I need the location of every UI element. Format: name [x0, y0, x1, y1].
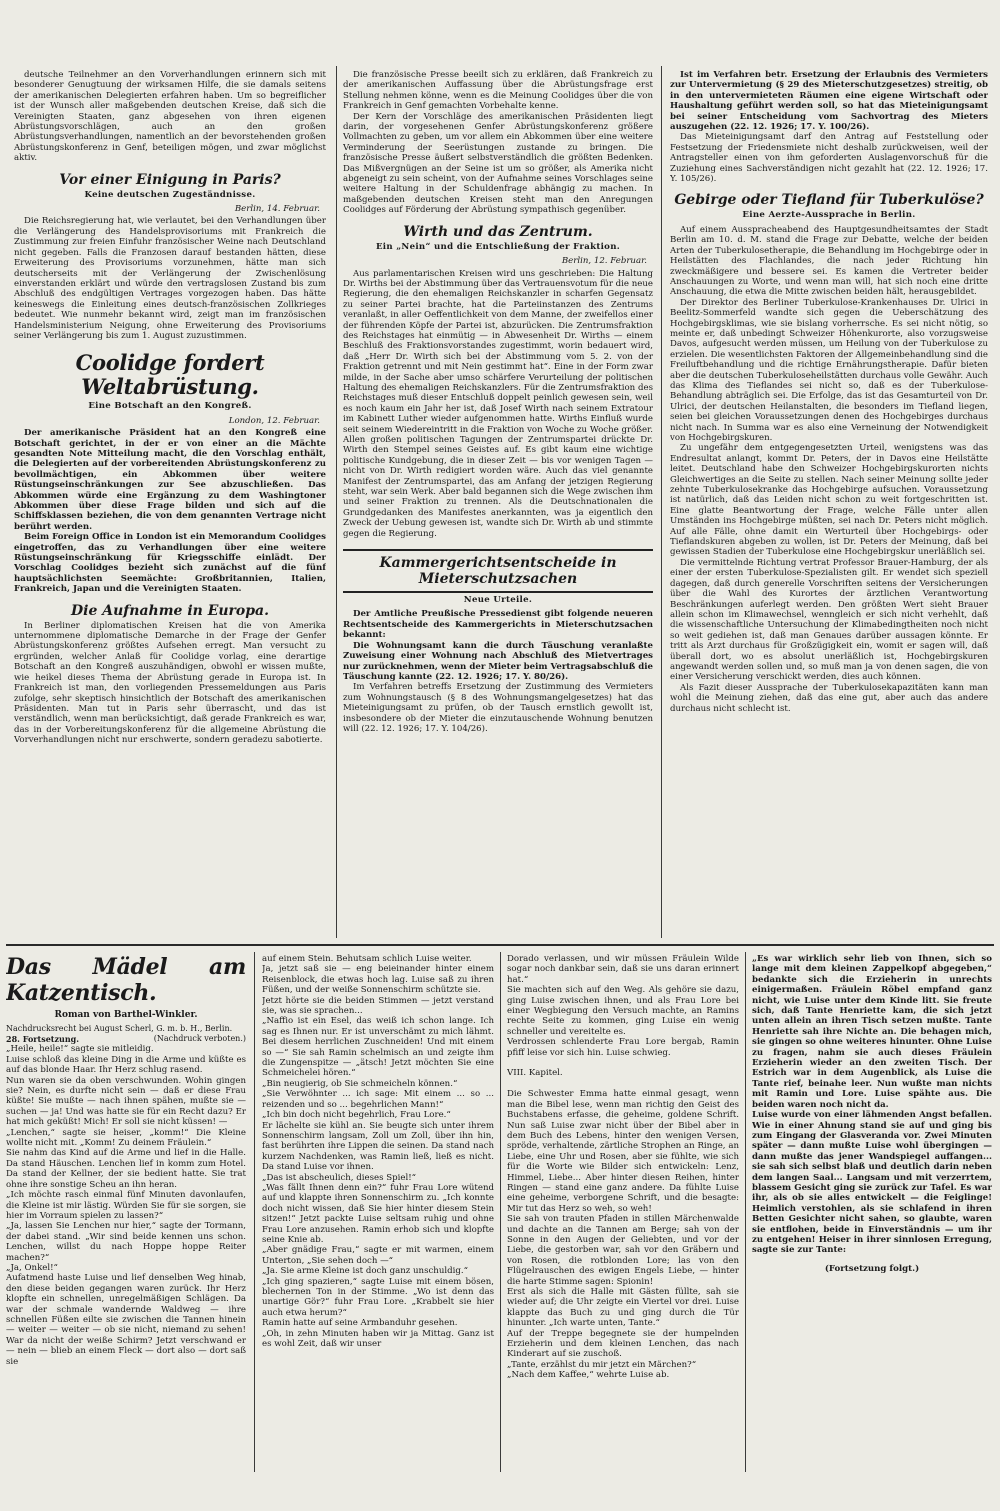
column-rule — [661, 66, 662, 938]
serial-rights: Nachdrucksrecht bei August Scherl, G. m. b. H., Berlin. — [6, 1024, 233, 1034]
article-headline: Die Aufnahme in Europa. — [71, 602, 269, 619]
article-column-right — [670, 70, 988, 938]
dateline: Berlin, 12. Februar. — [561, 256, 647, 267]
article-text: Das Mieteinigungsamt darf den Antrag auf Feststellung oder Festsetzung der Friedensmiete nicht deshalb zurückweisen, weil der Antragsteller einen von ihm geforderten Auslagenvorschuß für die Zuziehung eines Sachverständigen nicht gezahlt hat (22. 12. 1926; 17. Y. 105/26). — [670, 132, 988, 185]
continued-note: (Fortsetzung folgt.) — [824, 1263, 920, 1274]
serial-column-4 — [752, 954, 992, 1466]
article-text: Die Reichsregierung hat, wie verlautet, bei den Verhandlungen über die Verlängerung des Handelsprovisoriums mit Frankreich die Zustimmung zur freien Einfuhr französischer Weine nach Deutschland nicht gegeben. Falls die Franzosen darauf bestanden hätten, diese Erweiterung des Provisoriums vorzunehmen, hätte man sich deutscherseits mit der Verlängerung der Zwischenlösung einverstanden erklärt und würde den vertragslosen Zustand bis zum Abschluß des endgültigen Vertrages vorgezogen haben. Das hätte keineswegs die Einleitung eines deutsch-französischen Zollkrieges bedeutet. Wie nunmehr bekannt wird, zeigt man im französischen Handelsministerium Neigung, ohne Erweiterung des Provisoriums seiner Verlängerung bis zum 1. August zuzustimmen. — [14, 216, 326, 341]
article-column-left — [14, 70, 326, 938]
serial-column-3 — [507, 954, 739, 1466]
article-text: Der Direktor des Berliner Tuberkulose-Krankenhauses Dr. Ulrici in Beelitz-Sommerfeld wandte sich gegen die Ueberschätzung des Hochgebirgsklimas, wie sie bislang vorherrsche. Es sei nicht nötig, so meinte er, daß unbedingt Schweizer Höhenkurorte, also vorzugsweise Davos, aufgesucht werden müssen, um Heilung von der Tuberkulose zu erzielen. Die wesentlichsten Faktoren der Allgemeinbehandlung sind die Freiluftbehandlung und die richtige Ernährungstherapie. Dafür bieten aber die deutschen Tuberkuloseheilstätten durchaus volle Gewähr. Auch das Klima des Tieflandes sei nicht so, daß es der Tuberkulose-Behandlung abträglich sei. Die Erfolge, das ist das Gesamturteil von Dr. Ulrici, der deutschen Heilanstalten, die besonders im Tiefland liegen, seien bei gleichen Voraussetzungen denen des Hochgebirges durchaus nicht nach. In Summa war es also eine Verneinung der Notwendigkeit von Hochgebirgskuren. — [670, 297, 988, 443]
article-subheadline: Neue Urteile. — [463, 595, 533, 606]
serial-column-1 — [6, 954, 246, 1466]
dateline: London, 12. Februar. — [228, 415, 320, 426]
article-headline: Gebirge oder Tiefland für Tuberkulöse? — [674, 192, 984, 209]
article-subheadline: Eine Botschaft an den Kongreß. — [88, 401, 252, 412]
column-rule — [500, 952, 501, 1472]
article-text: Die Wohnungsamt kann die durch Täuschung veranlaßte Zuweisung einer Wohnung nach Abschluß des Mietvertrages nur zurücknehmen, wenn der Mieter beim Vertragsabschluß die Täuschung kannte (22. 12. 1926; 17. Y. 80/26). — [343, 640, 653, 682]
article-text: Die französische Presse beeilt sich zu erklären, daß Frankreich zu der amerikanischen Auffassung über die Abrüstungsfrage erst Stellung nehmen könne, wenn es die Meinung Coolidges über die von Frankreich in Genf gemachten Vorbehalte kenne. — [343, 70, 653, 112]
serial-text: „Es war wirklich sehr lieb von Ihnen, sich so lange mit dem kleinen Zappelkopf abgegeben,“ bedankte sich die Erzieherin in unrechts einigermaßen. Fräulein Röbel empfand ganz nicht, wie Luise unter dem Kinde litt. Sie freute sich, daß Tante Henriette kam, die sich jetzt unten allein an ihren Tisch setzen mußte. Tante Henriette sah ihre Nichte an. Die behagen mich, sie gingen so ohne weiteres hinunter. Ohne Luise zu fragen, nahm sie auch dieses Fräulein Erzieherin wieder an den zweiten Tisch. Der Estrich war in dem Augenblick, als Luise die Tante rief, beinahe leer. Nun wußte man nichts mit Ramin und Lore. Luise spähte aus. Die beiden waren noch nicht da. Luise wurde von einer lähmenden Angst befallen. Wie in einer Ahnung stand sie auf und ging bis zum Eingang der Glasveranda vor. Zwei Minuten später — dann mußte Luise wohl übergingen — dann mußte das jener Wandspiegel auffangen... sie sah sich selbst blaß und deutlich darin neben dem langen Saal... Langsam und mit verzerrtem, blassem Gesicht ging sie zurück zur Tafel. Es war ihr, als ob sie alles entwickelt — die Feiglinge! Heimlich verstohlen, als sie schlafend in ihren Betten Gesichter nicht sahen, so glaubte, waren sie entflohen, beide in Einverständnis — um ihr zu entgehen! Heiser in ihrer sinnlosen Erregung, sagte sie zur Tante: — [752, 954, 992, 1256]
article-text: Zu ungefähr dem entgegengesetzten Urteil, wenigstens was das Endresultat anlangt, kommt Dr. Peters, der in Davos eine Heilstätte leitet. Deutschland habe den Schweizer Hochgebirgskurorten nichts Gleichwertiges an die Seite zu stellen. Nach seiner Meinung sollte jeder zehnte Tuberkulosekranke das Hochgebirge aufsuchen. Voraussetzung ist natürlich, daß das Leiden nicht schon zu weit fortgeschritten ist. Eine glatte Beantwortung der Frage, welche Fälle unter allen Umständen ins Hochgebirge müßten, sei nach Dr. Peters nicht möglich. Auf alle Fälle, ohne damit ein Werturteil über Hochgebirgs- oder Tieflandskuren abgeben zu wollen, ist Dr. Peters der Meinung, daß bei gewissen Stadien der Tuberkulose eine Hochgebirgskur unerläßlich sei. — [670, 443, 988, 558]
serial-text: auf einem Stein. Behutsam schlich Luise weiter. Ja, jetzt saß sie — eng beieinander hinter einem Reisenblock, die etwas hoch lag. Luise saß zu ihren Füßen, und der weiße Sonnenschirm schützte sie. Jetzt hörte sie die beiden Stimmen — jetzt verstand sie, was sie sprachen... „Naffio ist ein Esel, das weiß ich schon lange. Ich sag es Ihnen nur. Er ist unverschämt zu mich lähmt. Bei diesem herrlichen Zuschneiden! Und mit einem so —“ Sie sah Ramin schelmisch an und zeigte ihm die Zungenspitze — „ätsch! Jetzt möchten Sie eine Schmeichelei hören.“ „Bin neugierig, ob Sie schmeicheln können.“ „Sie Verwöhnter ... ich sage: Mit einem ... so ... reizenden und so ... begehrlichen Mann!“ „Ich bin doch nicht begehrlich, Frau Lore.“ Er lächelte sie kühl an. Sie beugte sich unter ihrem Sonnenschirm langsam, Zoll um Zoll, über ihn hin, fast berührten ihre Lippen die seinen. Da stand nach kurzem Nachdenken, was Ramin ließ, ließ es nicht. Da stand Luise vor ihnen. „Das ist abscheulich, dieses Spiel!“ „Was fällt Ihnen denn ein?“ fuhr Frau Lore wütend auf und klappte ihren Sonnenschirm zu. „Ich konnte doch nicht wissen, daß Sie hier hinter diesem Stein sitzen!“ Jetzt packte Luise seltsam ruhig und ohne Frau Lore anzusehen. Ramin erhob sich und klopfte seine Knie ab. „Aber gnädige Frau,“ sagte er mit warmen, einem Unterton, „Sie sehen doch —“ „Ja. Sie arme Kleine ist doch ganz unschuldig.“ „Ich ging spazieren,“ sagte Luise mit einem bösen, blechernen Ton in der Stimme. „Wo ist denn das unartige Gör?“ fuhr Frau Lore. „Krabbelt sie hier auch etwa herum?“ Ramin hatte auf seine Armbanduhr gesehen. „Oh, in zehn Minuten haben wir ja Mittag. Ganz ist es wohl Zeit, daß wir unser — [262, 954, 494, 1350]
dateline: Berlin, 14. Februar. — [234, 204, 320, 215]
section-divider — [6, 944, 994, 946]
article-text: Der Amtliche Preußische Pressedienst gibt folgende neueren Rechtsentscheide des Kammergerichts in Mieterschutzsachen bekannt: — [343, 609, 653, 641]
column-rule — [336, 66, 337, 938]
article-text: Im Verfahren betreffs Ersetzung der Zustimmung des Vermieters zum Wohnungstausch (§ 8 des Wohnungsmangelgesetzes) hat das Mieteinigungsamt zu prüfen, ob der Tausch ernstlich gewollt ist, insbesondere ob der Mieter die einzutauschende Wohnung benutzen will (22. 12. 1926; 17. Y. 104/26). — [343, 682, 653, 734]
article-text: Als Fazit dieser Aussprache der Tuberkulosekapazitäten kann man wohl die Meinung ziehen, daß das eine gut, aber auch das andere durchaus nicht schlecht ist. — [670, 682, 988, 714]
serial-author: Roman von Barthel-Winkler. — [54, 1010, 198, 1020]
article-headline: Vor einer Einigung in Paris? — [59, 171, 281, 188]
serial-column-2 — [262, 954, 494, 1466]
article-text: In Berliner diplomatischen Kreisen hat die von Amerika unternommene diplomatische Demarche in der Frage der Genfer Abrüstungskonferenz größtes Aufsehen erregt. Man versucht zu ergründen, welcher Anlaß für Coolidge vorlag, eine derartige Botschaft an den Kongreß auszuhändigen, obwohl er wissen mußte, wie heikel dieses Thema der Abrüstung gerade in Europa ist. In Frankreich ist man, den vorliegenden Pressemeldungen aus Paris zufolge, sehr skeptisch hinsichtlich der Botschaft des amerikanischen Präsidenten. Man tut in Paris sehr überrascht, und das ist verständlich, wenn man berücksichtigt, daß gerade Frankreich es war, das in der Vorbereitungskonferenz für die allgemeine Abrüstung die Vorverhandlungen nicht nur erschwerte, sondern geradezu sabotierte. — [14, 620, 326, 746]
article-headline: Wirth und das Zentrum. — [403, 223, 593, 240]
article-text: Die vermittelnde Richtung vertrat Professor Brauer-Hamburg, der als einer der ersten Tuberkulose-Spezialisten gilt. Er wendet sich speziell dagegen, daß durch generelle Vorschriften seitens der Versicherungen über die Wahl des Kurortes der ärztlichen Verantwortung Beschränkungen auferlegt werden. Den größten Wert sieht Brauer allein schon im Klimawechsel, wenngleich er sich nicht verhehlt, daß die wissenschaftliche Untersuchung der Klimabedingtheiten noch nicht so weit gediehen ist, daß man Genaues darüber aussagen könnte. Er tritt als Arzt durchaus für Großzügigkeit ein, womit er sagen will, daß überall dort, wo es absolut unerläßlich ist, Hochgebirgskuren angewandt werden sollen und, so muß man ja von denen sagen, die von einer Versicherung verschickt werden, dies auch können. — [670, 557, 988, 683]
reprint-notice: (Nachdruck verboten.) — [153, 1034, 246, 1044]
article-subheadline: Eine Aerzte-Aussprache in Berlin. — [742, 210, 916, 221]
serial-installment: 28. Fortsetzung. — [6, 1034, 80, 1045]
serial-title: Das Mädel am Katzentisch. — [6, 954, 246, 1006]
article-text: Aus parlamentarischen Kreisen wird uns geschrieben: Die Haltung Dr. Wirths bei der Abstimmung über das Vertrauensvotum für die neue Regierung, die den ehemaligen Reichskanzler in scharfen Gegensatz zu seiner Partei brachte, hat die Parteiinstanzen des Zentrums veranlaßt, in aller Oeffentlichkeit von dem Manne, der zweifellos einer der führenden Köpfe der Partei ist, abzurücken. Die Zentrumsfraktion des Reichstages hat einmütig — in Abwesenheit Dr. Wirths — einem Beschluß des Fraktionsvorstandes zugestimmt, worin bedauert wird, daß „Herr Dr. Wirth sich bei der Abstimmung vom 5. 2. von der Fraktion getrennt und mit Nein gestimmt hat“. Eine in der Form zwar milde, in der Sache aber umso schärfere Verurteilung der politischen Haltung des ehemaligen Reichskanzlers. Für die Zentrumsfraktion des Reichstages muß dieser Entschluß doppelt peinlich gewesen sein, weil es noch kaum ein Jahr her ist, daß Josef Wirth nach seinem Extratour im Kabinett Luther wieder aufgenommen hatte. Wirths Einfluß wurde seit seinem Wiedereintritt in die Fraktion von Woche zu Woche größer. Allen großen politischen Tagungen der Zentrumspartei drückte Dr. Wirth den Stempel seines Geistes auf. Es gibt kaum eine wichtige politische Kundgebung, die in dieser Zeit — bis vor wenigen Tagen — nicht von Dr. Wirth redigiert worden wäre. Auch das viel genannte Manifest der Zentrumspartei, das am Anfang der jetzigen Regierung steht, war sein Werk. Aber bald begannen sich die Wege zwischen ihm und seiner Fraktion zu trennen. Als die Deutschnationalen die Grundgedanken des Manifestes anerkannten, was ja eigentlich den Zweck der Uebung gewesen ist, wandte sich Dr. Wirth ab und stimmte gegen die Regierung. — [343, 268, 653, 539]
column-rule — [745, 952, 746, 1472]
serial-text: Dorado verlassen, und wir müssen Fräulein Wilde sogar noch dankbar sein, daß sie uns daran erinnert hat.“ Sie machten sich auf den Weg. Als gehöre sie dazu, ging Luise zwischen ihnen, und als Frau Lore bei einer Wegbiegung den Versuch machte, an Ramins rechte Seite zu kommen, ging Luise ein wenig schneller und vereitelte es. Verdrossen schlenderte Frau Lore bergab, Ramin pfiff leise vor sich hin. Luise schwieg. VIII. Kapitel. Die Schwester Emma hatte einmal gesagt, wenn man die Bibel lese, wenn man richtig den Geist des Buchstabens erfasse, die geheime, goldene Schrift. Nun saß Luise zwar nicht über der Bibel aber in dem Buch des Lebens, hinter den wenigen Versen, spröde, verhaltende, zärtliche Strophen an Ringe, an Liebe, eine Uhr und Rosen, aber sie fühlte, wie sich für die Worte wie Bilder sich entwickeln: Lenz, Himmel, Liebe... Aber hinter diesen Reihen, hinter Ringen — stand eine ganz andere. Da fühlte Luise eine geheime, verborgene Schrift, und die besagte: Mir tut das Herz so weh, so weh! Sie sah von trauten Pfaden in stillen Märchenwalde und dachte an die Tannen am Berge; sah von der Sonne in den Augen der Geliebten, und vor der Liebe, die gestorben war, sah vor den Gräbern und von Rosen, die rotblonden Lore; las von den Flügelrauschen des ewigen Engels Liebe, — hinter die harte Stimme sagen: Spionin! Erst als sich die Halle mit Gästen füllte, sah sie wieder auf; die Uhr zeigte ein Viertel vor drei. Luise klappte das Buch zu und ging durch die Tür hinunter. „Ich warte unten, Tante.“ Auf der Treppe begegnete sie der humpelnden Erzieherin und dem kleinen Lenchen, das nach Kinderart auf sie zuschoß. „Tante, erzählst du mir jetzt ein Märchen?“ „Nach dem Kaffee,“ wehrte Luise ab. — [507, 954, 739, 1381]
column-rule — [254, 952, 255, 1472]
article-headline: Coolidge fordert Weltabrüstung. — [75, 350, 265, 400]
article-text: Ist im Verfahren betr. Ersetzung der Erlaubnis des Vermieters zur Untervermietung (§ 29 des Mieterschutzgesetzes) streitig, ob in den untervermieteten Räumen eine eigene Wirtschaft oder Haushaltung geführt werden soll, so hat das Mieteinigungsamt bei seiner Entscheidung vom Sachvortrag des Mieters auszugehen (22. 12. 1926; 17. Y. 100/26). — [670, 70, 988, 133]
article-headline: Kammergerichtsentscheide in Mieterschutzsachen — [379, 555, 617, 588]
serial-part — [6, 1034, 246, 1044]
article-subheadline: Ein „Nein“ und die Entschließung der Fraktion. — [375, 241, 621, 252]
article-text: deutsche Teilnehmer an den Vorverhandlungen erinnern sich mit besonderer Genugtuung der wirksamen Hilfe, die sie damals seitens der amerikanischen Delegierten erfahren haben. Um so begreiflicher ist der Wunsch aller maßgebenden deutschen Kreise, daß sich die Vereinigten Staaten, ganz abgesehen von ihren eigenen Abrüstungsvorschlägen, auch an den großen Abrüstungsverhandlungen, namentlich an der bevorstehenden großen Abrüstungskonferenz in Genf, beteiligen mögen, und zwar möglichst aktiv. — [14, 70, 326, 164]
article-text: Auf einem Ausspracheabend des Hauptgesundheitsamtes der Stadt Berlin am 10. d. M. stand die Frage zur Debatte, welche der beiden Arten der Tuberkulosetherapie, die Behandlung im Hochgebirge oder in Heilstätten des Flachlandes, die nach jeder Richtung hin zweckmäßigere und bessere sei. Es kamen die Vertreter beider Anschauungen zu Worte, und wenn man will, hat sich noch eine dritte Anschauung, die etwa die Mitte zwischen beiden hält, herausgebildet. — [670, 224, 988, 298]
article-subheadline: Keine deutschen Zugeständnisse. — [84, 189, 256, 200]
article-column-middle — [343, 70, 653, 938]
article-text: Beim Foreign Office in London ist ein Memorandum Coolidges eingetroffen, das zu Verhandlungen über eine weitere Rüstungseinschränkung für Kriegsschiffe einlädt. Der Vorschlag Coolidges bezieht sich zunächst auf die fünf hauptsächlichsten Seemächte: Großbritannien, Italien, Frankreich, Japan und die Vereinigten Staaten. — [14, 532, 326, 595]
article-text: Der Kern der Vorschläge des amerikanischen Präsidenten liegt darin, der vorgesehenen Genfer Abrüstungskonferenz größere Vollmachten zu geben, um vor allem ein Abkommen über eine weitere Verminderung der Seerüstungen zustande zu bringen. Die französische Presse äußert selbstverständlich die größten Bedenken. Das Mißvergnügen an der Seine ist um so größer, als Amerika nicht abgeneigt zu sein scheint, von der Aufnahme seines Vorschlages seine weitere Haltung in der Schuldenfrage abhängig zu machen. In maßgebenden deutschen Kreisen steht man den Anregungen Coolidges auf Förderung der Abrüstung sympathisch gegenüber. — [343, 111, 653, 216]
serial-text: „Heile, heile!“ sagte sie mitleidig. Luise schloß das kleine Ding in die Arme und küßte es auf das blonde Haar. Ihr Herz schlug rasend. Nun waren sie da oben verschwunden. Wohin gingen sie? Nein, es durfte nicht sein — daß er diese Frau küßte! Sie mußte — nach ihnen spähen, mußte sie — suchen — ja! Und was hatte sie für ein Recht dazu? Er hat mich geküßt! Mich! Er soll sie nicht küssen! — „Lenchen,“ sagte sie heiser, „komm!“ Die Kleine wollte nicht mit. „Komm! Zu deinem Fräulein.“ Sie nahm das Kind auf die Arme und lief in die Halle. Da stand Häuschen. Lenchen lief in komm zum Hotel. Da stand der Kellner, der sie bedient hatte. Sie trat ohne ihre sonstige Scheu an ihn heran. „Ich möchte rasch einmal fünf Minuten davonlaufen, die Kleine ist mir lästig. Würden Sie für sie sorgen, sie hier im Vorraum spielen zu lassen?“ „Ja, lassen Sie Lenchen nur hier,“ sagte der Tormann, der dabei stand. „Wir sind beide kennen uns schon. Lenchen, willst du nach Hoppe hoppe Reiter machen?“ „Ja, Onkel!“ Aufatmend haste Luise und lief denselben Weg hinab, den diese beiden gegangen waren zurück. Ihr Herz klopfte ein schnellen, unregelmäßigen Schlägen. Da war der schmale wandernde Waldweg — ihre schnellen Füßen eilte sie zwischen die Tannen hinein — weiter — weiter — ob sie nicht, niemand zu sehen! War da nicht der weiße Schirm? Jetzt verschwand er — nein — blieb an einem Fleck — dort also — dort saß sie — [6, 1044, 246, 1367]
article-text: Der amerikanische Präsident hat an den Kongreß eine Botschaft gerichtet, in der er von einer an die Mächte gesandten Note Mitteilung macht, die den Vorschlag enthält, die Delegierten auf der vorbereitenden Abrüstungskonferenz zu bevollmächtigen, ein Abkommen über weitere Rüstungseinschränkungen zur See abzuschließen. Das Abkommen würde eine Ergänzung zu dem Washingtoner Abkommen über diese Frage bilden und sich auf die Schiffsklassen beziehen, die von dem genannten Vertrage nicht berührt werden. — [14, 428, 326, 532]
